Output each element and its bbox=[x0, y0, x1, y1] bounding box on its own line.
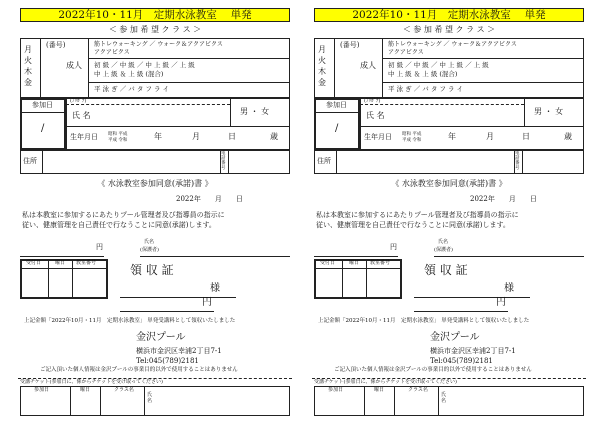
class-option-breast-butterfly[interactable]: 平 泳 ぎ ／ バ タ フ ラ イ bbox=[94, 85, 170, 93]
furigana-label: (ﾌﾘｶﾞﾅ) bbox=[364, 98, 381, 104]
ticket-col-date: 参加日 bbox=[328, 387, 344, 393]
gender-options[interactable]: 男 ・ 女 bbox=[240, 107, 270, 116]
adult-label: 成人 bbox=[66, 61, 82, 70]
furigana-label: (ﾌﾘｶﾞﾅ) bbox=[70, 98, 87, 104]
cutline-text: 受講チケット(参加日に、係からチケットを受け取ってください) bbox=[20, 379, 164, 385]
form-title: 2022年10・11月 定期水泳教室 単発 bbox=[314, 8, 584, 22]
class-option-walking[interactable]: 筋トレウォーキング ／ ウォーク＆アクアビクス bbox=[94, 41, 223, 48]
consent-date: 2022年 月 日 bbox=[176, 195, 243, 203]
receipt-yen: 円 bbox=[202, 297, 212, 308]
staff-col-weekday: 曜日 bbox=[349, 260, 360, 266]
cutline-text: 受講チケット(参加日に、係からチケットを受け取ってください) bbox=[314, 379, 458, 385]
birth-date-label: 生年月日 bbox=[70, 133, 98, 141]
age-unit: 歳 bbox=[564, 132, 572, 141]
ticket-col-weekday: 曜日 bbox=[80, 387, 91, 393]
join-date-slash: / bbox=[41, 123, 45, 134]
receipt-yen: 円 bbox=[496, 297, 506, 308]
form-title: 2022年10・11月 定期水泳教室 単発 bbox=[20, 8, 290, 22]
ticket-col-class: クラス名 bbox=[408, 387, 428, 393]
signature-line[interactable] bbox=[434, 256, 584, 257]
birth-day-unit: 日 bbox=[522, 132, 530, 141]
join-date-label: 参加日 bbox=[326, 101, 347, 109]
name-label: 氏 名 bbox=[366, 111, 385, 120]
ticket-col-class: クラス名 bbox=[114, 387, 134, 393]
class-option-mixed[interactable]: 中 上 級 ＆ 上 級 (混合) bbox=[388, 70, 458, 78]
privacy-note: ご記入頂いた個人情報は金沢プールの事業目的以外で使用することはありません bbox=[40, 367, 238, 373]
consent-title: 《 水泳教室参加同意(承諾)書 》 bbox=[97, 179, 213, 188]
staff-col-received-date: 受付日 bbox=[320, 260, 336, 266]
birth-year-unit: 年 bbox=[448, 132, 456, 141]
guardian-label: (保護者) bbox=[434, 247, 453, 253]
gender-options[interactable]: 男 ・ 女 bbox=[534, 107, 564, 116]
phone-label: 電話番号 bbox=[221, 151, 226, 171]
era-options[interactable]: 昭和 平成 平成 令和 bbox=[108, 132, 128, 143]
class-option-aquabics[interactable]: アクアビクス bbox=[94, 49, 130, 56]
course-header: ＜ 参 加 希 望 ク ラ ス ＞ bbox=[108, 25, 202, 34]
class-number-label: (番号) bbox=[340, 41, 360, 49]
class-option-walking[interactable]: 筋トレウォーキング ／ ウォーク＆アクアビクス bbox=[388, 41, 517, 48]
birth-day-unit: 日 bbox=[228, 132, 236, 141]
class-option-breast-butterfly[interactable]: 平 泳 ぎ ／ バ タ フ ラ イ bbox=[388, 85, 464, 93]
application-form-right bbox=[308, 0, 590, 424]
staff-col-weekday: 曜日 bbox=[55, 260, 66, 266]
fee-yen-unit: 円 bbox=[390, 243, 397, 251]
pool-address: 横浜市金沢区幸浦2丁目7-1 bbox=[136, 347, 222, 355]
join-date-slash: / bbox=[335, 123, 339, 134]
pool-name: 金沢プール bbox=[136, 332, 186, 343]
class-option-levels[interactable]: 初 級 ／ 中 級 ／ 中 上 級 ／ 上 級 bbox=[94, 61, 195, 69]
adult-label: 成人 bbox=[360, 61, 376, 70]
join-date-label: 参加日 bbox=[32, 101, 53, 109]
era-options[interactable]: 昭和 平成 平成 令和 bbox=[402, 132, 422, 143]
consent-text-line1: 私は本教室に参加するにあたりプール管理者及び指導員の指示に bbox=[316, 211, 519, 219]
fee-yen-unit: 円 bbox=[96, 243, 103, 251]
pool-address: 横浜市金沢区幸浦2丁目7-1 bbox=[430, 347, 516, 355]
receipt-sama: 様 bbox=[210, 283, 220, 294]
birth-month-unit: 月 bbox=[486, 132, 494, 141]
name-label: 氏 名 bbox=[72, 111, 91, 120]
pool-name: 金沢プール bbox=[430, 332, 480, 343]
signature-label: 氏名 bbox=[144, 239, 155, 245]
class-number-label: (番号) bbox=[46, 41, 66, 49]
receipt-statement: 上記金額「2022年10月・11月 定期水泳教室」 単発受講料として領収いたしました bbox=[24, 318, 236, 324]
phone-label: 電話番号 bbox=[515, 151, 520, 171]
signature-line[interactable] bbox=[140, 256, 290, 257]
receipt-title: 領 収 証 bbox=[424, 263, 468, 277]
age-unit: 歳 bbox=[270, 132, 278, 141]
weekday-options[interactable]: 月 火 木 金 bbox=[318, 45, 326, 87]
course-header: ＜ 参 加 希 望 ク ラ ス ＞ bbox=[402, 25, 496, 34]
ticket-col-name: 氏名 bbox=[441, 392, 447, 404]
guardian-label: (保護者) bbox=[140, 247, 159, 253]
birth-date-label: 生年月日 bbox=[364, 133, 392, 141]
receipt-statement: 上記金額「2022年10月・11月 定期水泳教室」 単発受講料として領収いたしました bbox=[318, 318, 530, 324]
signature-label: 氏名 bbox=[438, 239, 449, 245]
ticket-box bbox=[20, 386, 290, 416]
address-row[interactable] bbox=[314, 150, 584, 174]
pool-tel: Tel:045(789)2181 bbox=[430, 357, 493, 365]
address-label: 住所 bbox=[317, 157, 331, 165]
pool-tel: Tel:045(789)2181 bbox=[136, 357, 199, 365]
address-row[interactable] bbox=[20, 150, 290, 174]
staff-col-received-date: 受付日 bbox=[26, 260, 42, 266]
address-label: 住所 bbox=[23, 157, 37, 165]
ticket-box bbox=[314, 386, 584, 416]
consent-date: 2022年 月 日 bbox=[470, 195, 537, 203]
birth-month-unit: 月 bbox=[192, 132, 200, 141]
consent-title: 《 水泳教室参加同意(承諾)書 》 bbox=[391, 179, 507, 188]
ticket-col-name: 氏名 bbox=[147, 392, 153, 404]
ticket-col-date: 参加日 bbox=[34, 387, 50, 393]
class-option-mixed[interactable]: 中 上 級 ＆ 上 級 (混合) bbox=[94, 70, 164, 78]
birth-year-unit: 年 bbox=[154, 132, 162, 141]
weekday-options[interactable]: 月 火 木 金 bbox=[24, 45, 32, 87]
receipt-title: 領 収 証 bbox=[130, 263, 174, 277]
class-option-levels[interactable]: 初 級 ／ 中 級 ／ 中 上 級 ／ 上 級 bbox=[388, 61, 489, 69]
privacy-note: ご記入頂いた個人情報は金沢プールの事業目的以外で使用することはありません bbox=[334, 367, 532, 373]
application-form-left bbox=[14, 0, 296, 424]
class-option-aquabics[interactable]: アクアビクス bbox=[388, 49, 424, 56]
staff-col-class-number: 教室番号 bbox=[370, 260, 391, 266]
consent-text-line2: 従い、健康管理を自己責任で行なうことに同意(承諾)します。 bbox=[22, 221, 216, 229]
staff-col-class-number: 教室番号 bbox=[76, 260, 97, 266]
receipt-sama: 様 bbox=[504, 283, 514, 294]
consent-text-line1: 私は本教室に参加するにあたりプール管理者及び指導員の指示に bbox=[22, 211, 225, 219]
ticket-col-weekday: 曜日 bbox=[374, 387, 385, 393]
consent-text-line2: 従い、健康管理を自己責任で行なうことに同意(承諾)します。 bbox=[316, 221, 510, 229]
